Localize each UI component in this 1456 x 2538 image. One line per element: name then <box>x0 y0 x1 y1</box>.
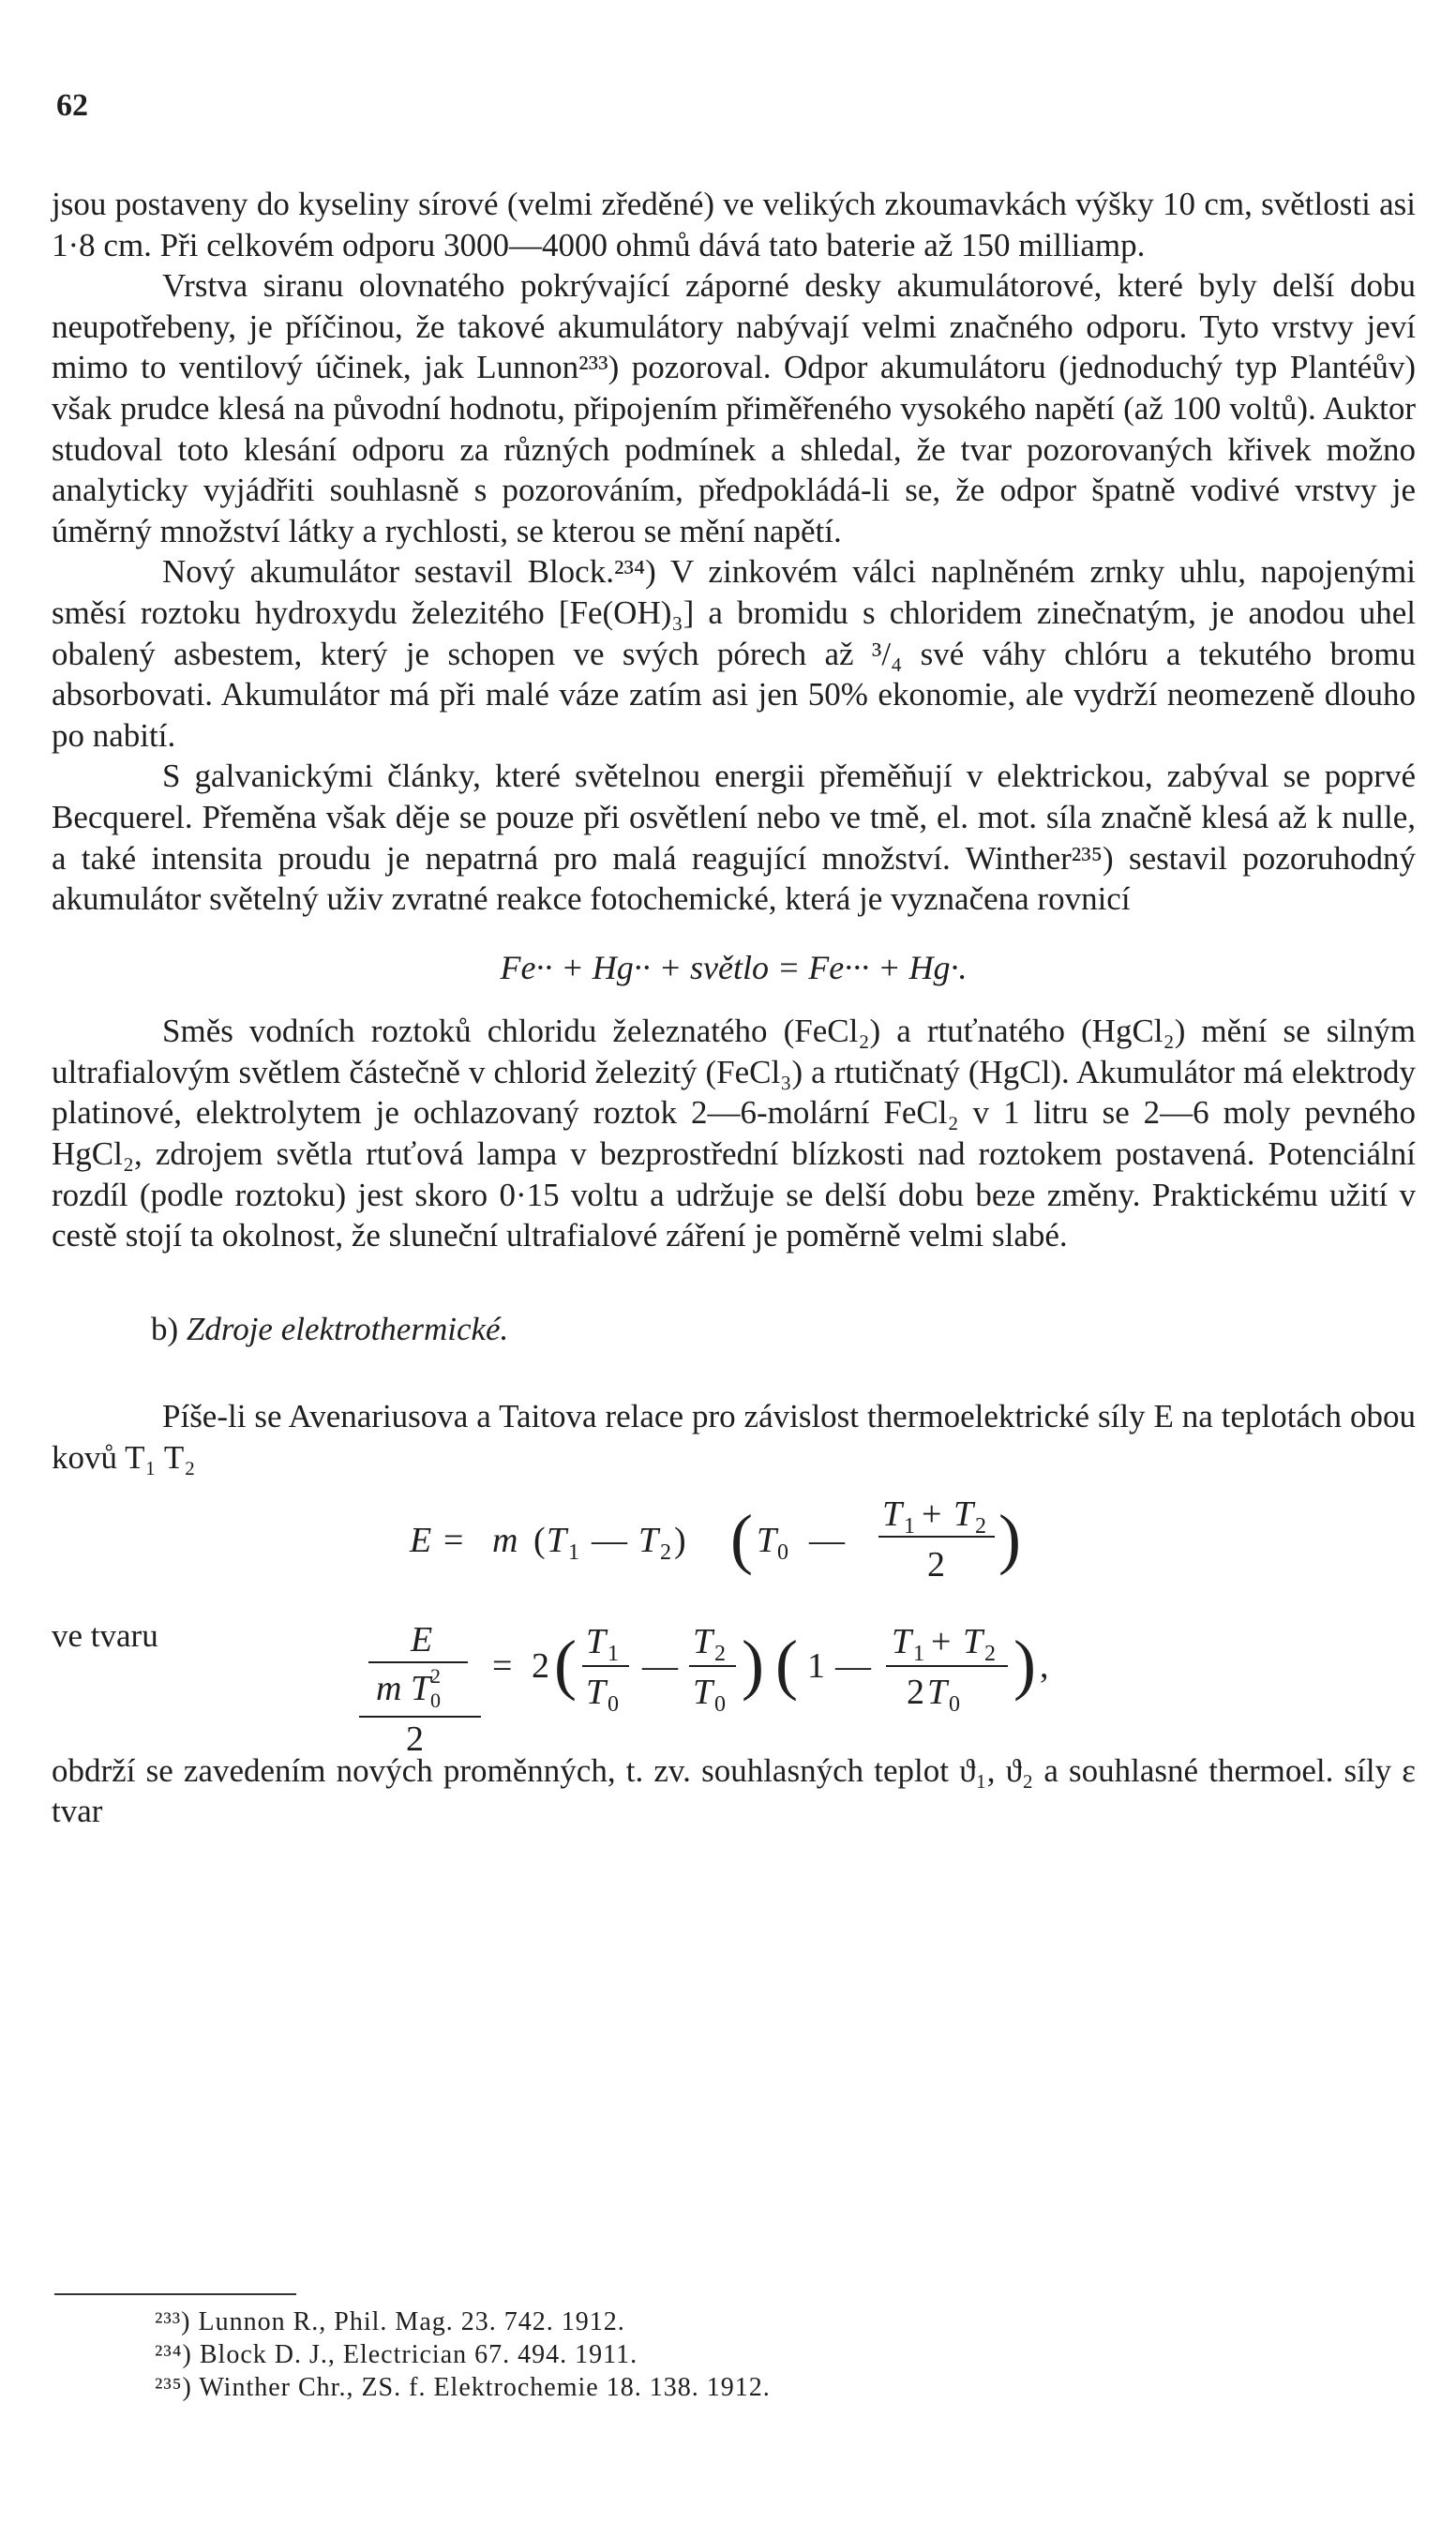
svg-text:): ) <box>674 1520 686 1560</box>
main-text <box>52 184 1416 1832</box>
svg-text:(: ( <box>775 1626 798 1702</box>
formula-equation-2 <box>52 1479 1416 1654</box>
svg-text:T: T <box>638 1520 659 1560</box>
svg-text:2: 2 <box>430 1663 441 1688</box>
svg-text:,: , <box>1040 1645 1049 1686</box>
svg-text:0: 0 <box>949 1691 960 1717</box>
section-heading <box>52 1309 1416 1350</box>
footnotes <box>155 2305 771 2404</box>
paragraph-7: obdrží se zavedením nových proměnných, t. zv. souhlasných teplot ϑ₁, ϑ₂ a souhlasné thermoel. síly ε tvar <box>52 1751 1416 1830</box>
svg-text:T: T <box>963 1621 983 1661</box>
svg-text:T: T <box>693 1672 713 1712</box>
page-number: 62 <box>56 88 88 123</box>
svg-text:0: 0 <box>714 1691 726 1717</box>
svg-text:2: 2 <box>406 1719 424 1750</box>
formula-equation-3 <box>52 1600 1416 1750</box>
svg-text:1: 1 <box>608 1641 619 1666</box>
svg-text:T: T <box>927 1672 948 1712</box>
ve-tvaru-label: ve tvaru <box>52 1616 158 1654</box>
svg-text:T: T <box>757 1520 777 1560</box>
formula-2-graphic <box>52 1479 1416 1600</box>
formula-equation-1: Fe·· + Hg·· + světlo = Fe··· + Hg·. <box>500 948 968 986</box>
svg-text:1: 1 <box>904 1513 915 1539</box>
paragraph-4: S galvanickými články, které světelnou energii přeměňují v elektrickou, zabýval se poprvé Becquerel. Přeměna však děje se pouze při osvětlení nebo ve tmě, el. mot. síla značně klesá až k nulle, a také intensita proudu je nepatrná pro malá reagující množství. Winther²³⁵) sestavil pozoruhodný akumulátor světelný uživ zvratné reakce fotochemické, která je vyznačena rovnicí <box>52 758 1416 918</box>
svg-text:T: T <box>586 1621 607 1661</box>
paragraph-6: Píše-li se Avenariusova a Taitova relace pro závislost thermoelektrické síly E na teplotách obou kovů T₁ T₂ <box>52 1398 1416 1477</box>
svg-text:+: + <box>922 1494 942 1534</box>
svg-text:): ) <box>742 1626 764 1702</box>
svg-text:2: 2 <box>907 1672 924 1712</box>
svg-text:2: 2 <box>927 1544 945 1584</box>
svg-text:T: T <box>693 1621 713 1661</box>
svg-text:0: 0 <box>608 1691 619 1717</box>
svg-text:): ) <box>1013 1626 1036 1702</box>
svg-text:m: m <box>492 1520 518 1560</box>
svg-text:(: ( <box>730 1500 753 1576</box>
svg-text:=: = <box>492 1645 513 1686</box>
svg-text:E: E <box>410 1520 432 1560</box>
svg-text:0: 0 <box>777 1539 788 1565</box>
paragraph-3: Nový akumulátor sestavil Block.²³⁴) V zinkovém válci naplněném zrnky uhlu, napojenými směsí roztoku hydroxydu železitého [Fe(OH)₃] a bromidu s chloridem zinečnatým, je anodou uhel obalený asbestem, který je schopen ve svých pórech až ³/₄ své váhy chlóru a tekutého bromu absorbovati. Akumulátor má při malé váze zatím asi jen 50% ekonomie, ale vydrží neomezeně dlouho po nabití. <box>52 553 1416 754</box>
svg-text:2: 2 <box>660 1539 671 1565</box>
svg-text:T: T <box>547 1520 567 1560</box>
svg-text:+: + <box>931 1621 952 1661</box>
paragraph-2: Vrstva siranu olovnatého pokrývající záporné desky akumulátorové, které byly delší dobu neupotřebeny, je příčinou, že takové akumulátory nabývají velmi značného odporu. Tyto vrstvy jeví mimo to ventilový účinek, jak Lunnon²³³) pozoroval. Odpor akumulátoru (jednoduchý typ Plantéův) však prudce klesá na původní hodnotu, připojením přiměřeného vysokého napětí (až 100 voltů). Auktor studoval toto klesání odporu za různých podmínek a shledal, že tvar pozorovaných křivek možno analyticky vyjádřiti souhlasně s pozorováním, předpokládá-li se, že odpor špatně vodivé vrstvy je úměrný množství látky a rychlosti, se kterou se mění napětí. <box>52 267 1416 549</box>
svg-text:T: T <box>882 1494 903 1534</box>
svg-text:0: 0 <box>430 1688 441 1712</box>
svg-text:—: — <box>642 1645 678 1686</box>
formula-block <box>52 1479 1416 1750</box>
svg-text:): ) <box>998 1500 1021 1576</box>
footnote-divider <box>54 2293 296 2295</box>
svg-text:(: ( <box>533 1520 546 1560</box>
svg-text:T: T <box>586 1672 607 1712</box>
svg-text:T: T <box>953 1494 974 1534</box>
footnote-235: ²³⁵) Winther Chr., ZS. f. Elektrochemie 18. 138. 1912. <box>155 2373 771 2402</box>
svg-text:m T: m T <box>376 1668 431 1708</box>
svg-text:—: — <box>835 1645 871 1686</box>
svg-text:2: 2 <box>975 1513 986 1539</box>
section-label: b) <box>151 1310 179 1347</box>
paragraph-5: Směs vodních roztoků chloridu železnatého (FeCl₂) a rtuťnatého (HgCl₂) mění se silným ultrafialovým světlem částečně v chlorid železitý (FeCl₃) a rtutičnatý (HgCl). Akumulátor má elektrody platinové, elektrolytem je ochlazovaný roztok 2—6-molární FeCl₂ v 1 litru se 2—6 moly pevného HgCl₂, zdrojem světla rtuťová lampa v bezprostřední blízkosti nad roztokem postavená. Potenciální rozdíl (podle roztoku) jest skoro 0·15 voltu a udržuje se delší dobu beze změny. Praktickému užití v cestě stojí ta okolnost, že sluneční ultrafialové záření je poměrně velmi slabé. <box>52 1013 1416 1254</box>
formula-3-graphic <box>52 1600 1416 1750</box>
svg-text:2: 2 <box>984 1641 996 1666</box>
svg-text:1: 1 <box>913 1641 924 1666</box>
svg-text:2: 2 <box>532 1645 549 1686</box>
footnote-233: ²³³) Lunnon R., Phil. Mag. 23. 742. 1912. <box>155 2307 625 2336</box>
svg-text:1: 1 <box>807 1645 825 1686</box>
svg-text:2: 2 <box>714 1641 726 1666</box>
section-title: Zdroje elektrothermické. <box>186 1310 509 1347</box>
footnote-234: ²³⁴) Block D. J., Electrician 67. 494. 1911. <box>155 2340 638 2369</box>
svg-text:T: T <box>892 1621 912 1661</box>
svg-text:E: E <box>411 1619 433 1659</box>
svg-text:(: ( <box>554 1626 577 1702</box>
paragraph-1: jsou postaveny do kyseliny sírové (velmi zředěné) ve velikých zkoumavkách výšky 10 cm, světlosti asi 1·8 cm. Při celkovém odporu 3000—4000 ohmů dává tato baterie až 150 milliamp. <box>52 186 1416 263</box>
svg-text:—: — <box>592 1520 627 1560</box>
svg-text:1: 1 <box>568 1539 579 1565</box>
svg-text:=: = <box>443 1520 464 1560</box>
svg-text:—: — <box>809 1520 845 1560</box>
